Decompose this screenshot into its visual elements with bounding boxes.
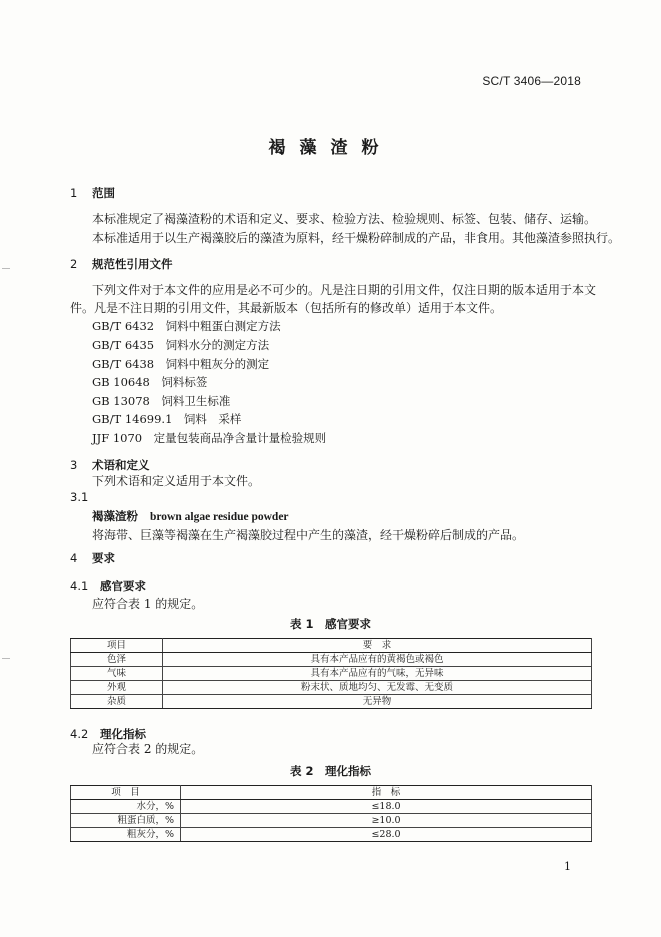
reference-item: JJF 1070 定量包装商品净含量计量检验规则 [92, 431, 327, 445]
section-title: 要求 [92, 551, 115, 565]
section-title: 理化指标 [100, 727, 146, 741]
table-cell: 水分，% [71, 800, 181, 814]
scan-mark [2, 268, 10, 269]
paragraph: 件。凡是不注日期的引用文件，其最新版本（包括所有的修改单）适用于本文件。 [70, 301, 503, 315]
paragraph: 应符合表 1 的规定。 [92, 597, 204, 611]
table-cell: 杂质 [71, 695, 163, 709]
section-title: 规范性引用文件 [92, 257, 173, 271]
table-1 [70, 638, 592, 709]
table-header-cell: 项目 [71, 639, 163, 653]
page-number: 1 [564, 860, 571, 873]
table-row [71, 681, 592, 695]
table-cell: 粗蛋白质，% [71, 814, 181, 828]
table-header-row [71, 639, 592, 653]
scan-mark [2, 658, 10, 659]
reference-item: GB 13078 饲料卫生标准 [92, 394, 231, 408]
table-cell: 外观 [71, 681, 163, 695]
table-row [71, 800, 592, 814]
table-cell: 粗灰分，% [71, 828, 181, 842]
table-row [71, 667, 592, 681]
subsection-number: 3.1 [70, 490, 89, 504]
table-header-row [71, 786, 592, 800]
table-cell: 具有本产品应有的气味，无异味 [163, 667, 592, 681]
table-cell: 无异物 [163, 695, 592, 709]
table-header-cell: 指 标 [181, 786, 592, 800]
term-english: brown algae residue powder [150, 511, 289, 523]
section-title: 术语和定义 [92, 458, 150, 472]
reference-item: GB/T 6432 饲料中粗蛋白测定方法 [92, 319, 281, 333]
paragraph: 下列术语和定义适用于本文件。 [92, 474, 261, 488]
table-cell: 粉末状、质地均匀、无发霉、无变质 [163, 681, 592, 695]
table-2-caption: 表 2 理化指标 [289, 764, 371, 778]
table-1-caption: 表 1 感官要求 [289, 617, 371, 631]
term-entry [92, 508, 289, 524]
section-number: 4.1 [70, 579, 89, 593]
section-number: 4.2 [70, 727, 89, 741]
table-cell: 具有本产品应有的黄褐色或褐色 [163, 653, 592, 667]
table-row [71, 828, 592, 842]
term-chinese: 褐藻渣粉 [92, 509, 138, 523]
section-1-heading [70, 185, 115, 201]
reference-item: GB 10648 饲料标签 [92, 375, 208, 389]
paragraph: 本标准适用于以生产褐藻胶后的藻渣为原料，经干燥粉碎制成的产品，非食用。其他藻渣参照执行。 [92, 231, 621, 245]
table-row [71, 695, 592, 709]
table-row [71, 653, 592, 667]
table-header-cell: 要 求 [163, 639, 592, 653]
section-number: 4 [70, 551, 78, 565]
paragraph: 应符合表 2 的规定。 [92, 742, 204, 756]
reference-item: GB/T 6438 饲料中粗灰分的测定 [92, 357, 270, 371]
table-cell: 气味 [71, 667, 163, 681]
section-number: 2 [70, 257, 78, 271]
paragraph: 本标准规定了褐藻渣粉的术语和定义、要求、检验方法、检验规则、标签、包装、储存、运输。 [92, 212, 597, 226]
table-cell: ≥10.0 [181, 814, 592, 828]
section-number: 3 [70, 458, 78, 472]
section-title: 感官要求 [100, 579, 146, 593]
paragraph: 下列文件对于本文件的应用是必不可少的。凡是注日期的引用文件，仅注日期的版本适用于本文 [92, 283, 597, 297]
reference-item: GB/T 6435 饲料水分的测定方法 [92, 338, 270, 352]
table-cell: ≤18.0 [181, 800, 592, 814]
subsection-4-1-heading [70, 578, 146, 594]
table-row [71, 814, 592, 828]
section-number: 1 [70, 186, 78, 200]
table-cell: ≤28.0 [181, 828, 592, 842]
standard-number: SC/T 3406—2018 [482, 74, 581, 88]
table-header-cell: 项 目 [71, 786, 181, 800]
table-2 [70, 785, 592, 842]
term-definition: 将海带、巨藻等褐藻在生产褐藻胶过程中产生的藻渣，经干燥粉碎后制成的产品。 [92, 528, 525, 542]
document-title: 褐藻渣粉 [268, 138, 393, 158]
section-2-heading [70, 256, 173, 272]
section-title: 范围 [92, 186, 115, 200]
reference-item: GB/T 14699.1 饲料 采样 [92, 412, 242, 426]
section-4-heading [70, 550, 115, 566]
table-cell: 色泽 [71, 653, 163, 667]
section-3-heading [70, 457, 150, 473]
